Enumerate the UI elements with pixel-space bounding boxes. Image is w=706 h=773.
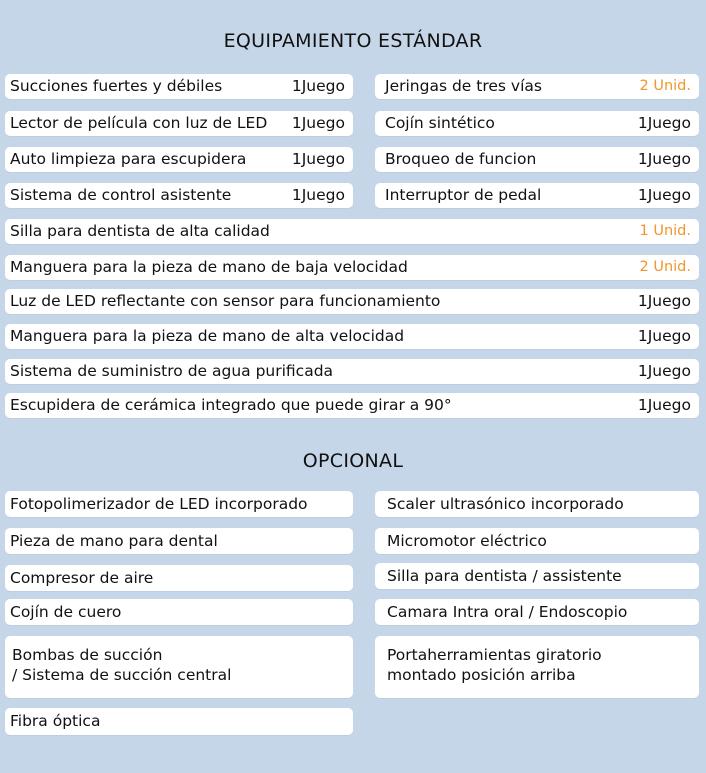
std-item-suction: [5, 74, 353, 99]
item-label: Silla para dentista / assistente: [387, 566, 622, 585]
std-item-ceramic-spittoon: [5, 393, 699, 418]
item-qty: 1Juego: [637, 292, 691, 310]
item-label: Lector de película con luz de LED: [10, 114, 268, 132]
std-item-function-lock: [375, 147, 699, 172]
item-label-line2: montado posición arriba: [387, 666, 576, 684]
item-label: Manguera para la pieza de mano de alta velocidad: [10, 327, 405, 345]
item-label: Auto limpieza para escupidera: [10, 150, 247, 168]
item-label-line2: / Sistema de succión central: [12, 666, 232, 684]
std-item-high-speed-hose: [5, 324, 699, 349]
opt-item-electric-micromotor: [375, 528, 699, 554]
item-label: [387, 645, 691, 685]
std-item-spittoon-cleaning: [5, 147, 353, 172]
item-label: Scaler ultrasónico incorporado: [387, 494, 624, 513]
opt-item-handpiece: [5, 528, 353, 554]
item-label: Succiones fuertes y débiles: [10, 77, 223, 95]
item-label: Camara Intra oral / Endoscopio: [387, 602, 628, 621]
item-qty: 1Juego: [637, 327, 691, 345]
item-label: Sistema de suministro de agua purificada: [10, 362, 334, 380]
item-qty: 1Juego: [637, 150, 691, 168]
opt-item-leather-cushion: [5, 599, 353, 625]
std-item-film-reader: [5, 111, 353, 136]
item-label: Manguera para la pieza de mano de baja velocidad: [10, 258, 408, 276]
opt-item-rotating-tool-holder: [375, 636, 699, 698]
opt-item-intraoral-camera: [375, 599, 699, 625]
standard-section-title: EQUIPAMIENTO ESTÁNDAR: [223, 30, 483, 52]
item-label: Luz de LED reflectante con sensor para funcionamiento: [10, 292, 441, 310]
opt-item-air-compressor: [5, 565, 353, 591]
item-qty: 1Juego: [637, 396, 691, 414]
item-label: Cojín sintético: [385, 114, 495, 132]
item-label: [12, 645, 345, 685]
std-item-synthetic-cushion: [375, 111, 699, 136]
item-qty: 1Juego: [291, 114, 345, 132]
item-label: Escupidera de cerámica integrado que puede girar a 90°: [10, 396, 452, 414]
item-label: Silla para dentista de alta calidad: [10, 222, 270, 240]
item-label: Micromotor eléctrico: [387, 531, 547, 550]
opt-item-ultrasonic-scaler: [375, 491, 699, 517]
item-label: Jeringas de tres vías: [385, 77, 542, 95]
item-qty: 1 Unid.: [639, 223, 691, 239]
std-item-low-speed-hose: [5, 255, 699, 280]
opt-item-assistant-chair: [375, 563, 699, 589]
item-qty: 1Juego: [637, 362, 691, 380]
item-label-line1: Portaherramientas giratorio: [387, 646, 602, 664]
item-label: Fotopolimerizador de LED incorporado: [10, 494, 308, 513]
item-label: Cojín de cuero: [10, 602, 122, 621]
opt-item-suction-pumps: [5, 636, 353, 698]
item-qty: 1Juego: [637, 114, 691, 132]
item-qty: 1Juego: [291, 77, 345, 95]
std-item-assistant-control: [5, 183, 353, 208]
std-item-dental-chair: [5, 219, 699, 244]
opt-item-led-curing-light: [5, 491, 353, 517]
item-label: Sistema de control asistente: [10, 186, 232, 204]
item-label-line1: Bombas de succión: [12, 646, 163, 664]
opt-item-optical-fiber: [5, 708, 353, 735]
item-qty: 2 Unid.: [639, 78, 691, 94]
std-item-syringe: [375, 74, 699, 99]
item-qty: 1Juego: [291, 150, 345, 168]
optional-section-title: OPCIONAL: [302, 450, 404, 472]
std-item-led-sensor-light: [5, 289, 699, 314]
item-qty: 2 Unid.: [639, 259, 691, 275]
std-item-foot-switch: [375, 183, 699, 208]
item-qty: 1Juego: [637, 186, 691, 204]
item-qty: 1Juego: [291, 186, 345, 204]
std-item-water-supply: [5, 359, 699, 384]
item-label: Broqueo de funcion: [385, 150, 537, 168]
item-label: Pieza de mano para dental: [10, 531, 218, 550]
item-label: Interruptor de pedal: [385, 186, 542, 204]
item-label: Compresor de aire: [10, 568, 154, 587]
item-label: Fibra óptica: [10, 712, 101, 730]
